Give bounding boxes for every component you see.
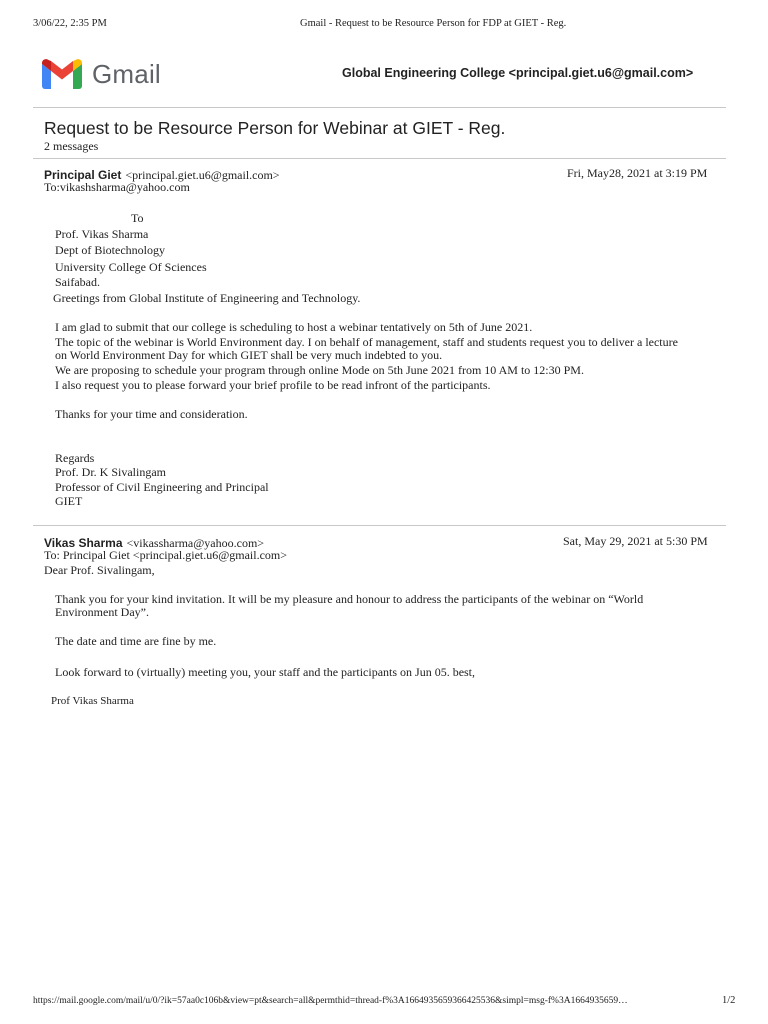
body-line: Environment Day”. (55, 605, 149, 619)
page-number: 1/2 (722, 995, 736, 1006)
message-date: Fri, May28, 2021 at 3:19 PM (567, 166, 708, 180)
message-divider (33, 525, 726, 526)
signature-line: GIET (55, 494, 83, 508)
gmail-logo[interactable] (42, 56, 161, 92)
sender-name: Vikas Sharma (44, 536, 123, 550)
message-count: 2 messages (44, 139, 99, 153)
sender-name: Principal Giet (44, 168, 122, 182)
message-date: Sat, May 29, 2021 at 5:30 PM (563, 534, 708, 548)
thread-divider (33, 158, 726, 159)
print-url[interactable]: https://mail.google.com/mail/u/0/?ik=57aa0c106b&view=pt&search=all&permthid=thread-f%3A1664935659366425536&simpl=msg-f%3A1664935659… (33, 996, 628, 1006)
body-line: Look forward to (virtually) meeting you, your staff and the participants on Jun 05. best, (55, 665, 476, 679)
signature-line: Prof. Dr. K Sivalingam (55, 465, 166, 479)
gmail-m-icon (42, 59, 82, 89)
sender-email[interactable]: <principal.giet.u6@gmail.com> (125, 168, 280, 182)
print-datetime: 3/06/22, 2:35 PM (33, 18, 107, 29)
greeting-line: Greetings from Global Institute of Engineering and Technology. (53, 291, 361, 305)
recipient-line: To:vikashsharma@yahoo.com (44, 180, 190, 194)
header-divider (33, 107, 726, 108)
signature-line: Professor of Civil Engineering and Principal (55, 480, 269, 494)
account-identity: Global Engineering College <principal.giet.u6@gmail.com> (342, 66, 694, 80)
body-line: on World Environment Day for which GIET shall be very much indebted to you. (55, 348, 443, 362)
body-to-word: To (131, 211, 144, 225)
address-line: Saifabad. (55, 275, 100, 289)
thanks-line: Thanks for your time and consideration. (55, 407, 248, 421)
body-line: Thank you for your kind invitation. It will be my pleasure and honour to address the participants of the webinar on “World (55, 592, 644, 606)
address-line: University College Of Sciences (55, 260, 207, 274)
body-line: I am glad to submit that our college is scheduling to host a webinar tentatively on 5th of June 2021. (55, 320, 533, 334)
body-line: The topic of the webinar is World Environment day. I on behalf of management, staff and students request you to deliver a lecture (55, 335, 678, 349)
address-line: Dept of Biotechnology (55, 243, 165, 257)
body-line: I also request you to please forward your brief profile to be read infront of the participants. (55, 378, 491, 392)
thread-subject: Request to be Resource Person for Webinar at GIET - Reg. (44, 118, 506, 138)
signature-line: Prof Vikas Sharma (51, 695, 134, 707)
body-line: The date and time are fine by me. (55, 634, 217, 648)
body-line: We are proposing to schedule your program through online Mode on 5th June 2021 from 10 AM to 12:30 PM. (55, 363, 584, 377)
gmail-wordmark: Gmail (92, 58, 161, 89)
print-page-title: Gmail - Request to be Resource Person for FDP at GIET - Reg. (300, 18, 567, 29)
recipient-line: To: Principal Giet <principal.giet.u6@gmail.com> (44, 548, 288, 562)
salutation-line: Dear Prof. Sivalingam, (44, 563, 155, 577)
signature-line: Regards (55, 451, 95, 465)
sender-email[interactable]: <vikassharma@yahoo.com> (126, 536, 265, 550)
address-line: Prof. Vikas Sharma (55, 227, 149, 241)
